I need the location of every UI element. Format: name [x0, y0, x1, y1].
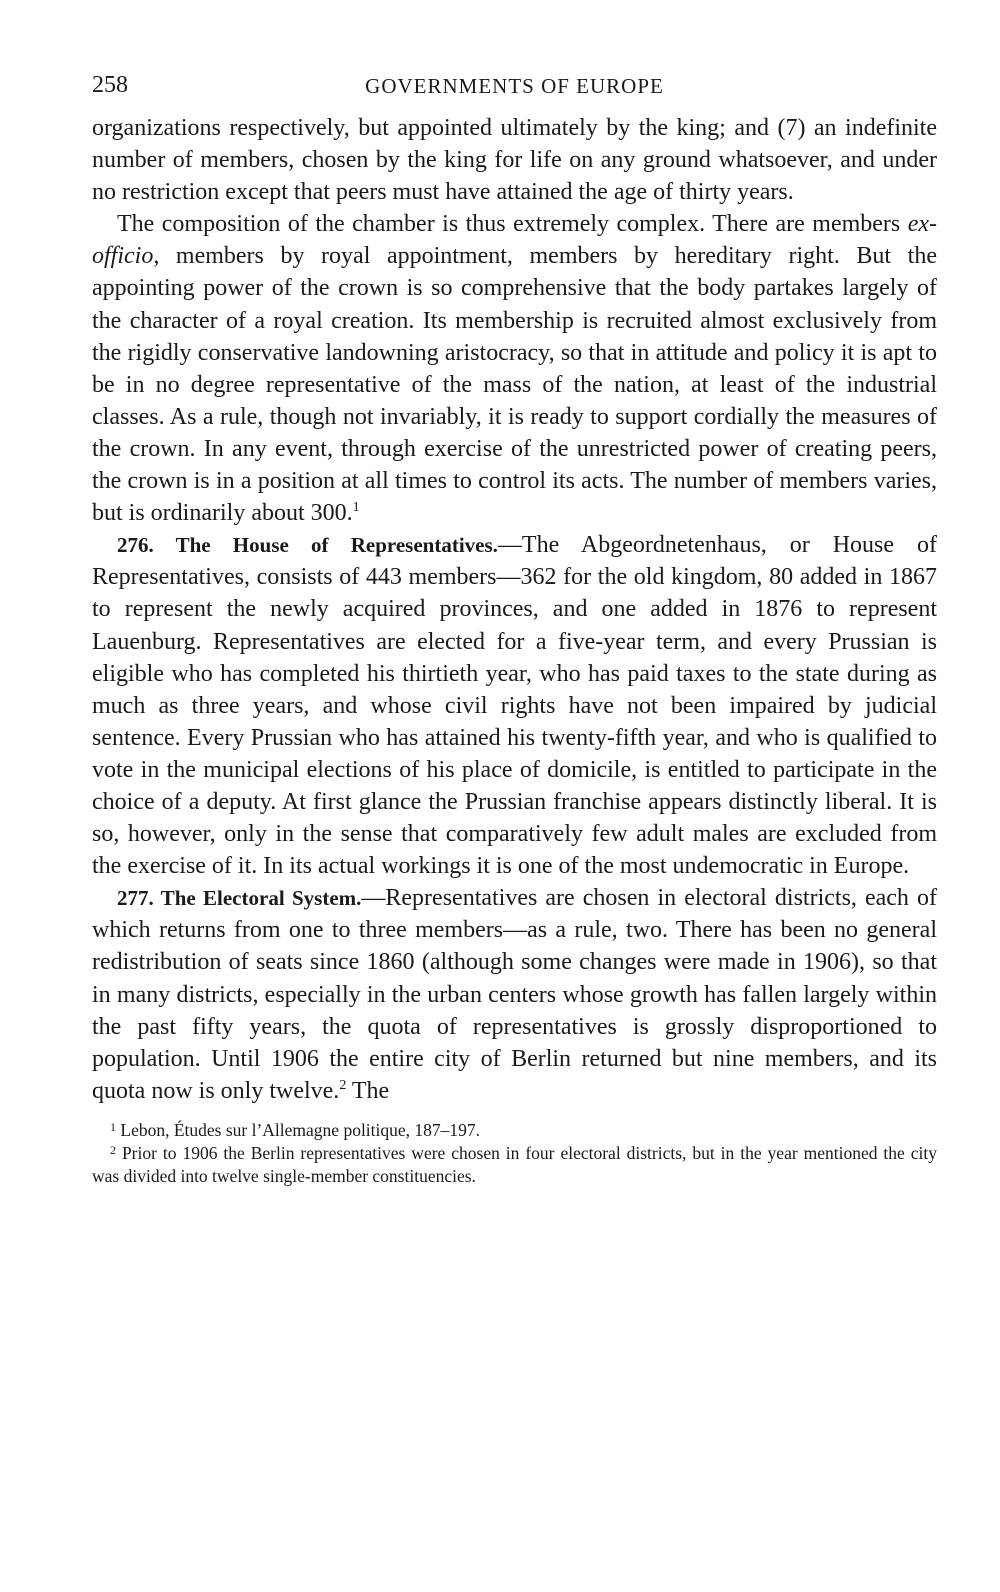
footnotes [92, 1119, 937, 1188]
section-277: 277. The Electoral System.—Representatives are chosen in electoral districts, each of which returns from one to three members—as a rule, two. There has been no general redistribution of seats since 1860 (although some changes were made in 1906), so that in many districts, especially in the urban centers whose growth has fallen largely within the past fifty years, the quota of representatives is grossly disproportioned to population. Until 1906 the entire city of Berlin returned but nine members, and its quota now is only twelve.$^2$ The [92, 885, 937, 1104]
running-title: GOVERNMENTS OF EUROPE [365, 74, 664, 98]
page-number: 258 [92, 72, 128, 98]
italic-term: ex-officio [92, 211, 937, 270]
footnote-1: $^1$ Lebon, Études sur l’Allemagne politique, 187–197. [110, 1119, 481, 1140]
footnote-mark-2: 2 [110, 1142, 116, 1157]
section-276: 276. The House of Representatives.—The Abgeordnetenhaus, or House of Representatives, consists of 443 members—362 for the old kingdom, 80 added in 1867 to represent the newly acquired provinces, and one added in 1876 to represent Lauenburg. Representatives are elected for a five-year term, and every Prussian is eligible who has completed his thirtieth year, who has paid taxes to the state during as much as three years, and whose civil rights have not been impaired by judicial sentence. Every Prussian who has attained his twenty-fifth year, and who is qualified to vote in the municipal elections of his place of domicile, is entitled to participate in the choice of a deputy. At first glance the Prussian franchise appears distinctly liberal. It is so, however, only in the sense that comparatively few adult males are excluded from the exercise of it. In its actual workings it is one of the most undemocratic in Europe. [92, 532, 937, 880]
paragraph-chamber-composition: The composition of the chamber is thus extremely complex. There are members ex-officio, members by royal appointment, members by hereditary right. But the appointing power of the crown is so comprehensive that the body partakes largely of the character of a royal creation. Its membership is recruited almost exclusively from the rigidly conservative landowning aristocracy, so that in attitude and policy it is apt to be in no degree representative of the mass of the nation, at least of the industrial classes. As a rule, though not invariably, it is ready to support cordially the measures of the crown. In any event, through exercise of the unrestricted power of creating peers, the crown is in a position at all times to control its acts. The number of members varies, but is ordinarily about 300.$^1$ [92, 211, 937, 527]
footnote-ref-2[interactable]: 2 [339, 1077, 347, 1093]
body-text [92, 112, 937, 1107]
footnote-mark-1: 1 [110, 1119, 116, 1134]
book-page [92, 72, 937, 1188]
section-heading-277: 277. The Electoral System. [117, 886, 362, 911]
section-heading-276: 276. The House of Representatives. [117, 533, 498, 558]
paragraph-continuation: organizations respectively, but appointed ultimately by the king; and (7) an indefinite number of members, chosen by the king for life on any ground whatsoever, and under no restriction except that peers must have attained the age of thirty years. [92, 115, 937, 206]
footnote-2: $^2$ Prior to 1906 the Berlin representatives were chosen in four electoral districts, but in the year mentioned the city was divided into twelve single-member constituencies. [92, 1142, 937, 1186]
footnote-ref-1[interactable]: 1 [352, 500, 360, 516]
running-head [92, 72, 937, 112]
